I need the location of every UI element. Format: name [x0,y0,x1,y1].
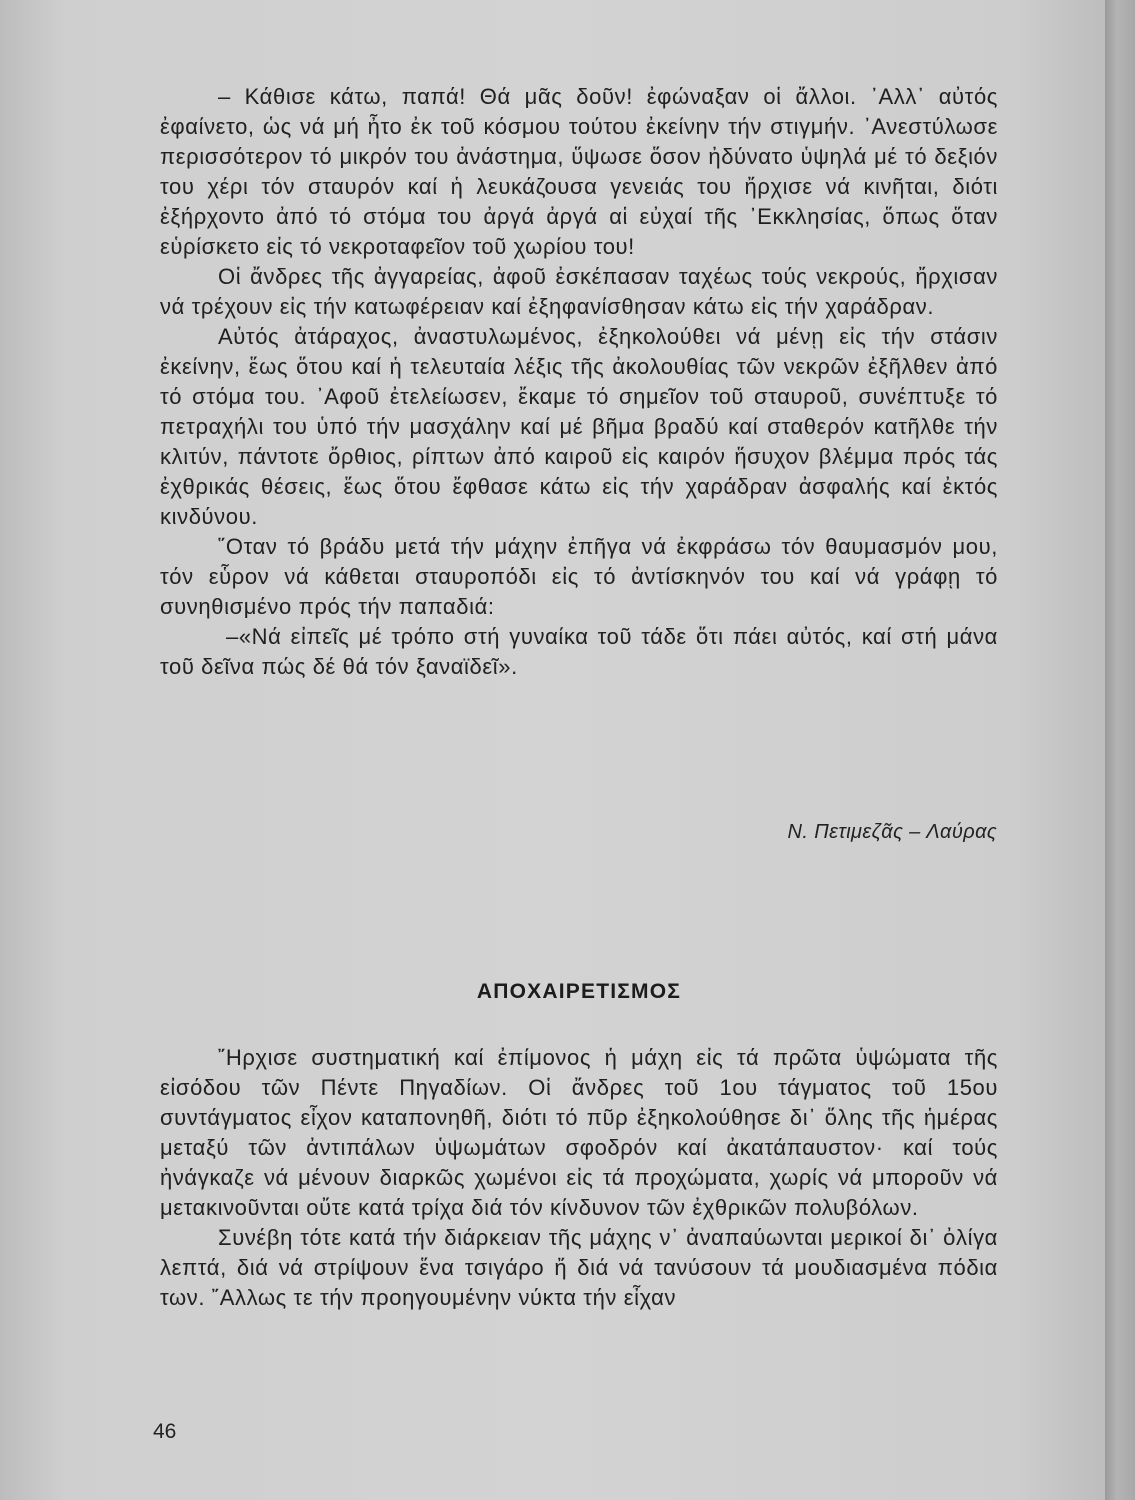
paragraph: – Κάθισε κάτω, παπά! Θά μᾶς δοῦν! ἐφώναξαν οἱ ἄλλοι. ᾿Αλλ᾿ αὐτός ἐφαίνετο, ὡς νά μή ἦτο ἐκ τοῦ κόσμου τούτου ἐκείνην τήν στιγμήν. ᾿Ανεστύλωσε περισσότερον τό μικρόν του ἀνάστημα, ὕψωσε ὅσον ἠδύνατο ὑψηλά μέ τό δεξιόν του χέρι τόν σταυρόν καί ἡ λευκάζουσα γενειάς του ἤρχισε νά κινῆται, διότι ἐξήρχοντο ἀπό τό στόμα του ἀργά ἀργά αἱ εὐχαί τῆς ᾿Εκκλησίας, ὅπως ὅταν εὑρίσκετο εἰς τό νεκροταφεῖον τοῦ χωρίου του! [160,84,998,259]
paragraph: Οἱ ἄνδρες τῆς ἀγγαρείας, ἀφοῦ ἐσκέπασαν ταχέως τούς νεκρούς, ἤρχισαν νά τρέχουν εἰς τήν κατωφέρειαν καί ἐξηφανίσθησαν κάτω εἰς τήν χαράδραν. [160,264,998,319]
page-number: 46 [153,1420,177,1443]
paragraph: Αὐτός ἀτάραχος, ἀναστυλωμένος, ἐξηκολούθει νά μένῃ εἰς τήν στάσιν ἐκείνην, ἕως ὅτου καί ἡ τελευταία λέξις τῆς ἀκολουθίας τῶν νεκρῶν ἐξῆλθεν ἀπό τό στόμα του. ᾿Αφοῦ ἐτελείωσεν, ἔκαμε τό σημεῖον τοῦ σταυροῦ, συνέπτυξε τό πετραχήλι του ὑπό τήν μασχάλην καί μέ βῆμα βραδύ καί σταθερόν κατῆλθε τήν κλιτύν, πάντοτε ὄρθιος, ρίπτων ἀπό καιροῦ εἰς καιρόν ἥσυχον βλέμμα πρός τάς ἐχθρικάς θέσεις, ἕως ὅτου ἔφθασε κάτω εἰς τήν χαράδραν ἀσφαλής καί ἐκτός κινδύνου. [160,324,998,529]
story-text-lower [160,1043,998,1313]
page-edge-shadow [1105,0,1135,1500]
paragraph: ῞Οταν τό βράδυ μετά τήν μάχην ἐπῆγα νά ἐκφράσω τόν θαυμασμόν μου, τόν εὗρον νά κάθεται σταυροπόδι εἰς τό ἀντίσκηνόν του καί νά γράφῃ τό συνηθισμένο πρός τήν παπαδιά: [160,534,998,619]
author-signature: Ν. Πετιμεζᾶς – Λαύρας [787,821,997,843]
paragraph: ῎Ηρχισε συστηματική καί ἐπίμονος ἡ μάχη εἰς τά πρῶτα ὑψώματα τῆς εἰσόδου τῶν Πέντε Πηγαδίων. Οἱ ἄνδρες τοῦ 1ου τάγματος τοῦ 15ου συντάγματος εἶχον καταπονηθῆ, διότι τό πῦρ ἐξηκολούθησε δι᾿ ὅλης τῆς ἡμέρας μεταξύ τῶν ἀντιπάλων ὑψωμάτων σφοδρόν καί ἀκατάπαυστον· καί τούς ἠνάγκαζε νά μένουν διαρκῶς χωμένοι εἰς τά προχώματα, χωρίς νά μποροῦν νά μετακινοῦνται οὔτε κατά τρίχα διά τόν κίνδυνον τῶν ἐχθρικῶν πολυβόλων. [160,1045,998,1220]
paragraph: Συνέβη τότε κατά τήν διάρκειαν τῆς μάχης ν᾿ ἀναπαύωνται μερικοί δι᾿ ὀλίγα λεπτά, διά νά στρίψουν ἕνα τσιγάρο ἤ διά νά τανύσουν τά μουδιασμένα πόδια των. ῎Αλλως τε τήν προηγουμένην νύκτα τήν εἶχαν [160,1225,998,1310]
story-text-upper [160,82,998,682]
section-heading: ΑΠΟΧΑΙΡΕΤΙΣΜΟΣ [476,980,682,1003]
quoted-letter: –«Νά εἰπεῖς μέ τρόπο στή γυναίκα τοῦ τάδε ὅτι πάει αὐτός, καί στή μάνα τοῦ δεῖνα πώς δέ θά τόν ξαναϊδεῖ». [160,624,998,679]
